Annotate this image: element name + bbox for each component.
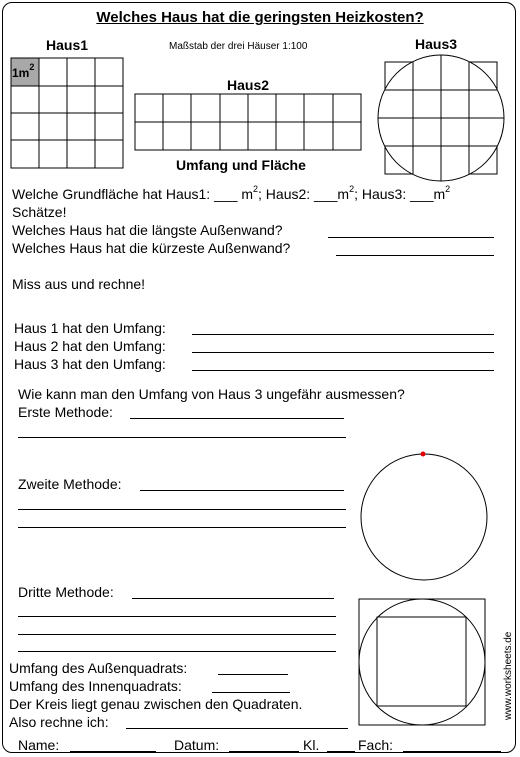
watermark-text: www.worksheets.de — [503, 631, 514, 720]
shortest-wall-question: Welches Haus hat die kürzeste Außenwand? — [12, 240, 291, 256]
answer-line-method2[interactable] — [140, 490, 344, 491]
method1-label: Erste Methode: — [18, 404, 113, 420]
inner-square-label: Umfang des Innenquadrats: — [9, 678, 182, 694]
answer-line-method2-3[interactable] — [18, 527, 346, 528]
answer-line-method3[interactable] — [132, 598, 334, 599]
unit-cell-label: $1m^2$ — [12, 62, 35, 80]
worksheet-title: Welches Haus hat die geringsten Heizkosten? — [96, 9, 424, 26]
answer-line-method3-2[interactable] — [18, 616, 336, 617]
measure-instruction: Miss aus und rechne! — [12, 276, 146, 292]
longest-wall-question: Welches Haus hat die längste Außenwand? — [12, 222, 283, 238]
name-field[interactable] — [70, 751, 156, 752]
class-label: Kl. — [303, 737, 320, 753]
estimate-text: Schätze! — [12, 204, 67, 220]
answer-line-shortest[interactable] — [336, 255, 494, 256]
circle-perimeter-question: Wie kann man den Umfang von Haus 3 ungefähr ausmessen? — [18, 386, 405, 402]
calculate-label: Also rechne ich: — [9, 714, 109, 730]
haus2-perimeter-label: Haus 2 hat den Umfang: — [14, 338, 166, 354]
haus3-perimeter-label: Haus 3 hat den Umfang: — [14, 356, 166, 372]
subject-label: Fach: — [358, 737, 394, 753]
scale-label: Maßstab der drei Häuser 1:100 — [169, 41, 308, 52]
answer-line-haus3[interactable] — [192, 370, 494, 371]
answer-line-haus2[interactable] — [192, 352, 494, 353]
answer-line-method1[interactable] — [130, 418, 344, 419]
start-point-dot — [421, 452, 426, 457]
answer-line-outer[interactable] — [218, 674, 288, 675]
answer-line-method1-2[interactable] — [18, 437, 346, 438]
method3-squares — [359, 599, 485, 725]
method2-label: Zweite Methode: — [18, 476, 122, 492]
haus2-label: Haus2 — [227, 77, 270, 93]
answer-line-inner[interactable] — [212, 692, 290, 693]
date-field[interactable] — [229, 751, 299, 752]
answer-line-method2-2[interactable] — [18, 509, 346, 510]
haus3-drawing — [370, 40, 510, 200]
section-heading: Umfang und Fläche — [176, 157, 306, 173]
haus2-grid — [135, 94, 361, 150]
outer-square-label: Umfang des Außenquadrats: — [9, 660, 188, 676]
haus1-label: Haus1 — [46, 37, 89, 53]
class-field[interactable] — [327, 751, 355, 752]
circle-between-text: Der Kreis liegt genau zwischen den Quadraten. — [9, 696, 303, 712]
method3-label: Dritte Methode: — [18, 584, 114, 600]
answer-line-method3-3[interactable] — [18, 634, 336, 635]
haus3-label: Haus3 — [415, 36, 458, 52]
answer-line-method3-4[interactable] — [18, 651, 336, 652]
answer-line-longest[interactable] — [328, 237, 494, 238]
haus1-perimeter-label: Haus 1 hat den Umfang: — [14, 320, 166, 336]
answer-line-calculate[interactable] — [126, 728, 348, 729]
subject-field[interactable] — [403, 751, 501, 752]
date-label: Datum: — [174, 737, 220, 753]
answer-line-haus1[interactable] — [192, 334, 494, 335]
question-area: Welche Grundfläche hat Haus1: ___ $m^2$; Haus2: $\_\_\_m^2$; Haus3: $\_\_\_m^2$ — [12, 184, 451, 202]
name-label: Name: — [18, 737, 60, 753]
method2-circle — [361, 454, 487, 580]
